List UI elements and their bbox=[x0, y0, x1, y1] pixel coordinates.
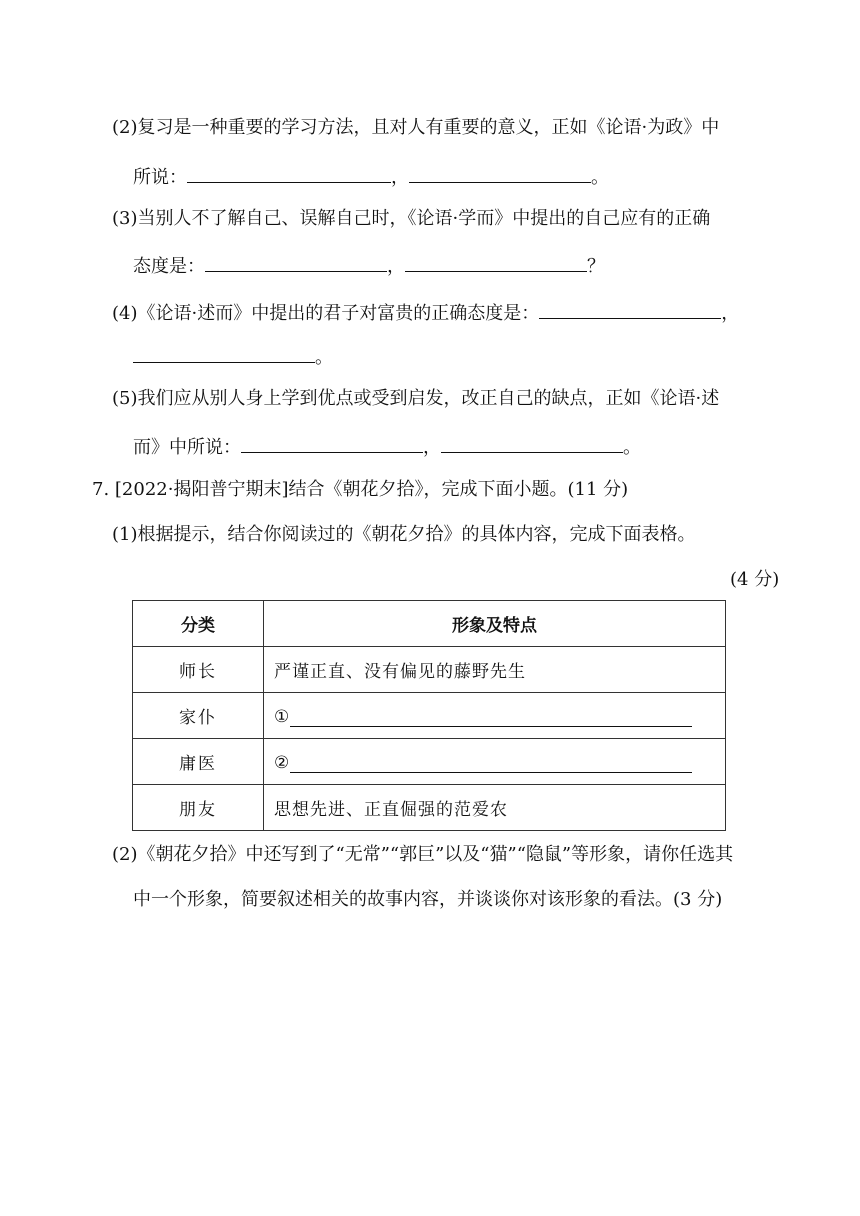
q6-part3-line1: (3)当别人不了解自己、误解自己时，《论语·学而》中提出的自己应有的正确 bbox=[112, 208, 711, 229]
comma: ， bbox=[423, 437, 441, 458]
q7-part2-line2: 中一个形象，简要叙述相关的故事内容，并谈谈你对该形象的看法。(3 分) bbox=[133, 889, 723, 910]
table-row bbox=[133, 785, 726, 831]
table-header-row bbox=[133, 601, 726, 647]
answer-blank[interactable] bbox=[187, 162, 391, 183]
q7-part2-line1: (2)《朝花夕拾》中还写到了“无常”“郭巨”以及“猫”“隐鼠”等形象，请你任选其 bbox=[112, 844, 734, 865]
answer-blank[interactable] bbox=[539, 298, 721, 319]
table-cell-category: 朋友 bbox=[133, 785, 264, 831]
comma: ， bbox=[391, 167, 409, 188]
q7-heading: 7. [2022·揭阳普宁期末]结合《朝花夕拾》，完成下面小题。(11 分) bbox=[92, 479, 629, 500]
answer-blank[interactable] bbox=[241, 432, 423, 453]
q6-part5-line2 bbox=[133, 432, 641, 460]
table-row bbox=[133, 647, 726, 693]
answer-blank[interactable] bbox=[290, 750, 692, 773]
q6-part2-line2 bbox=[133, 162, 609, 190]
answer-blank[interactable] bbox=[205, 251, 387, 272]
comma: ， bbox=[721, 303, 740, 324]
table-cell-category: 师长 bbox=[133, 647, 264, 693]
answer-blank[interactable] bbox=[441, 432, 623, 453]
answer-blank[interactable] bbox=[405, 251, 587, 272]
table-header-category: 分类 bbox=[133, 601, 264, 647]
character-table bbox=[132, 600, 726, 831]
period: 。 bbox=[315, 347, 333, 368]
q6-part4-line1 bbox=[112, 298, 739, 326]
q6-part2-line1: (2)复习是一种重要的学习方法，且对人有重要的意义，正如《论语·为政》中 bbox=[112, 117, 720, 138]
table-row bbox=[133, 693, 726, 739]
table-cell-description bbox=[264, 739, 726, 785]
table-cell-description bbox=[264, 693, 726, 739]
table-cell-category: 家仆 bbox=[133, 693, 264, 739]
q6-part3-line2 bbox=[133, 251, 605, 279]
q6-part5-line1: (5)我们应从别人身上学到优点或受到启发，改正自己的缺点，正如《论语·述 bbox=[112, 388, 720, 409]
period: 。 bbox=[623, 437, 641, 458]
comma: ， bbox=[387, 256, 405, 277]
table-cell-category: 庸医 bbox=[133, 739, 264, 785]
q6-part5-prefix: 而》中所说： bbox=[133, 437, 241, 458]
table-header-description: 形象及特点 bbox=[264, 601, 726, 647]
q6-part3-prefix: 态度是： bbox=[133, 256, 205, 277]
answer-blank[interactable] bbox=[133, 342, 315, 363]
question-mark: ？ bbox=[587, 256, 605, 277]
answer-blank[interactable] bbox=[290, 704, 692, 727]
q7-part1: (1)根据提示，结合你阅读过的《朝花夕拾》的具体内容，完成下面表格。 bbox=[112, 524, 696, 545]
answer-blank[interactable] bbox=[409, 162, 591, 183]
q7-part1-score: (4 分) bbox=[730, 569, 780, 590]
table-row bbox=[133, 739, 726, 785]
table-cell-description: 思想先进、正直倔强的范爱农 bbox=[264, 785, 726, 831]
q6-part4-prefix: (4)《论语·述而》中提出的君子对富贵的正确态度是： bbox=[112, 303, 540, 324]
q6-part4-line2 bbox=[133, 342, 333, 370]
period: 。 bbox=[591, 167, 609, 188]
circled-number-1: ① bbox=[274, 707, 291, 727]
circled-number-2: ② bbox=[274, 753, 291, 773]
table-cell-description: 严谨正直、没有偏见的藤野先生 bbox=[264, 647, 726, 693]
q6-part2-prefix: 所说： bbox=[133, 167, 187, 188]
